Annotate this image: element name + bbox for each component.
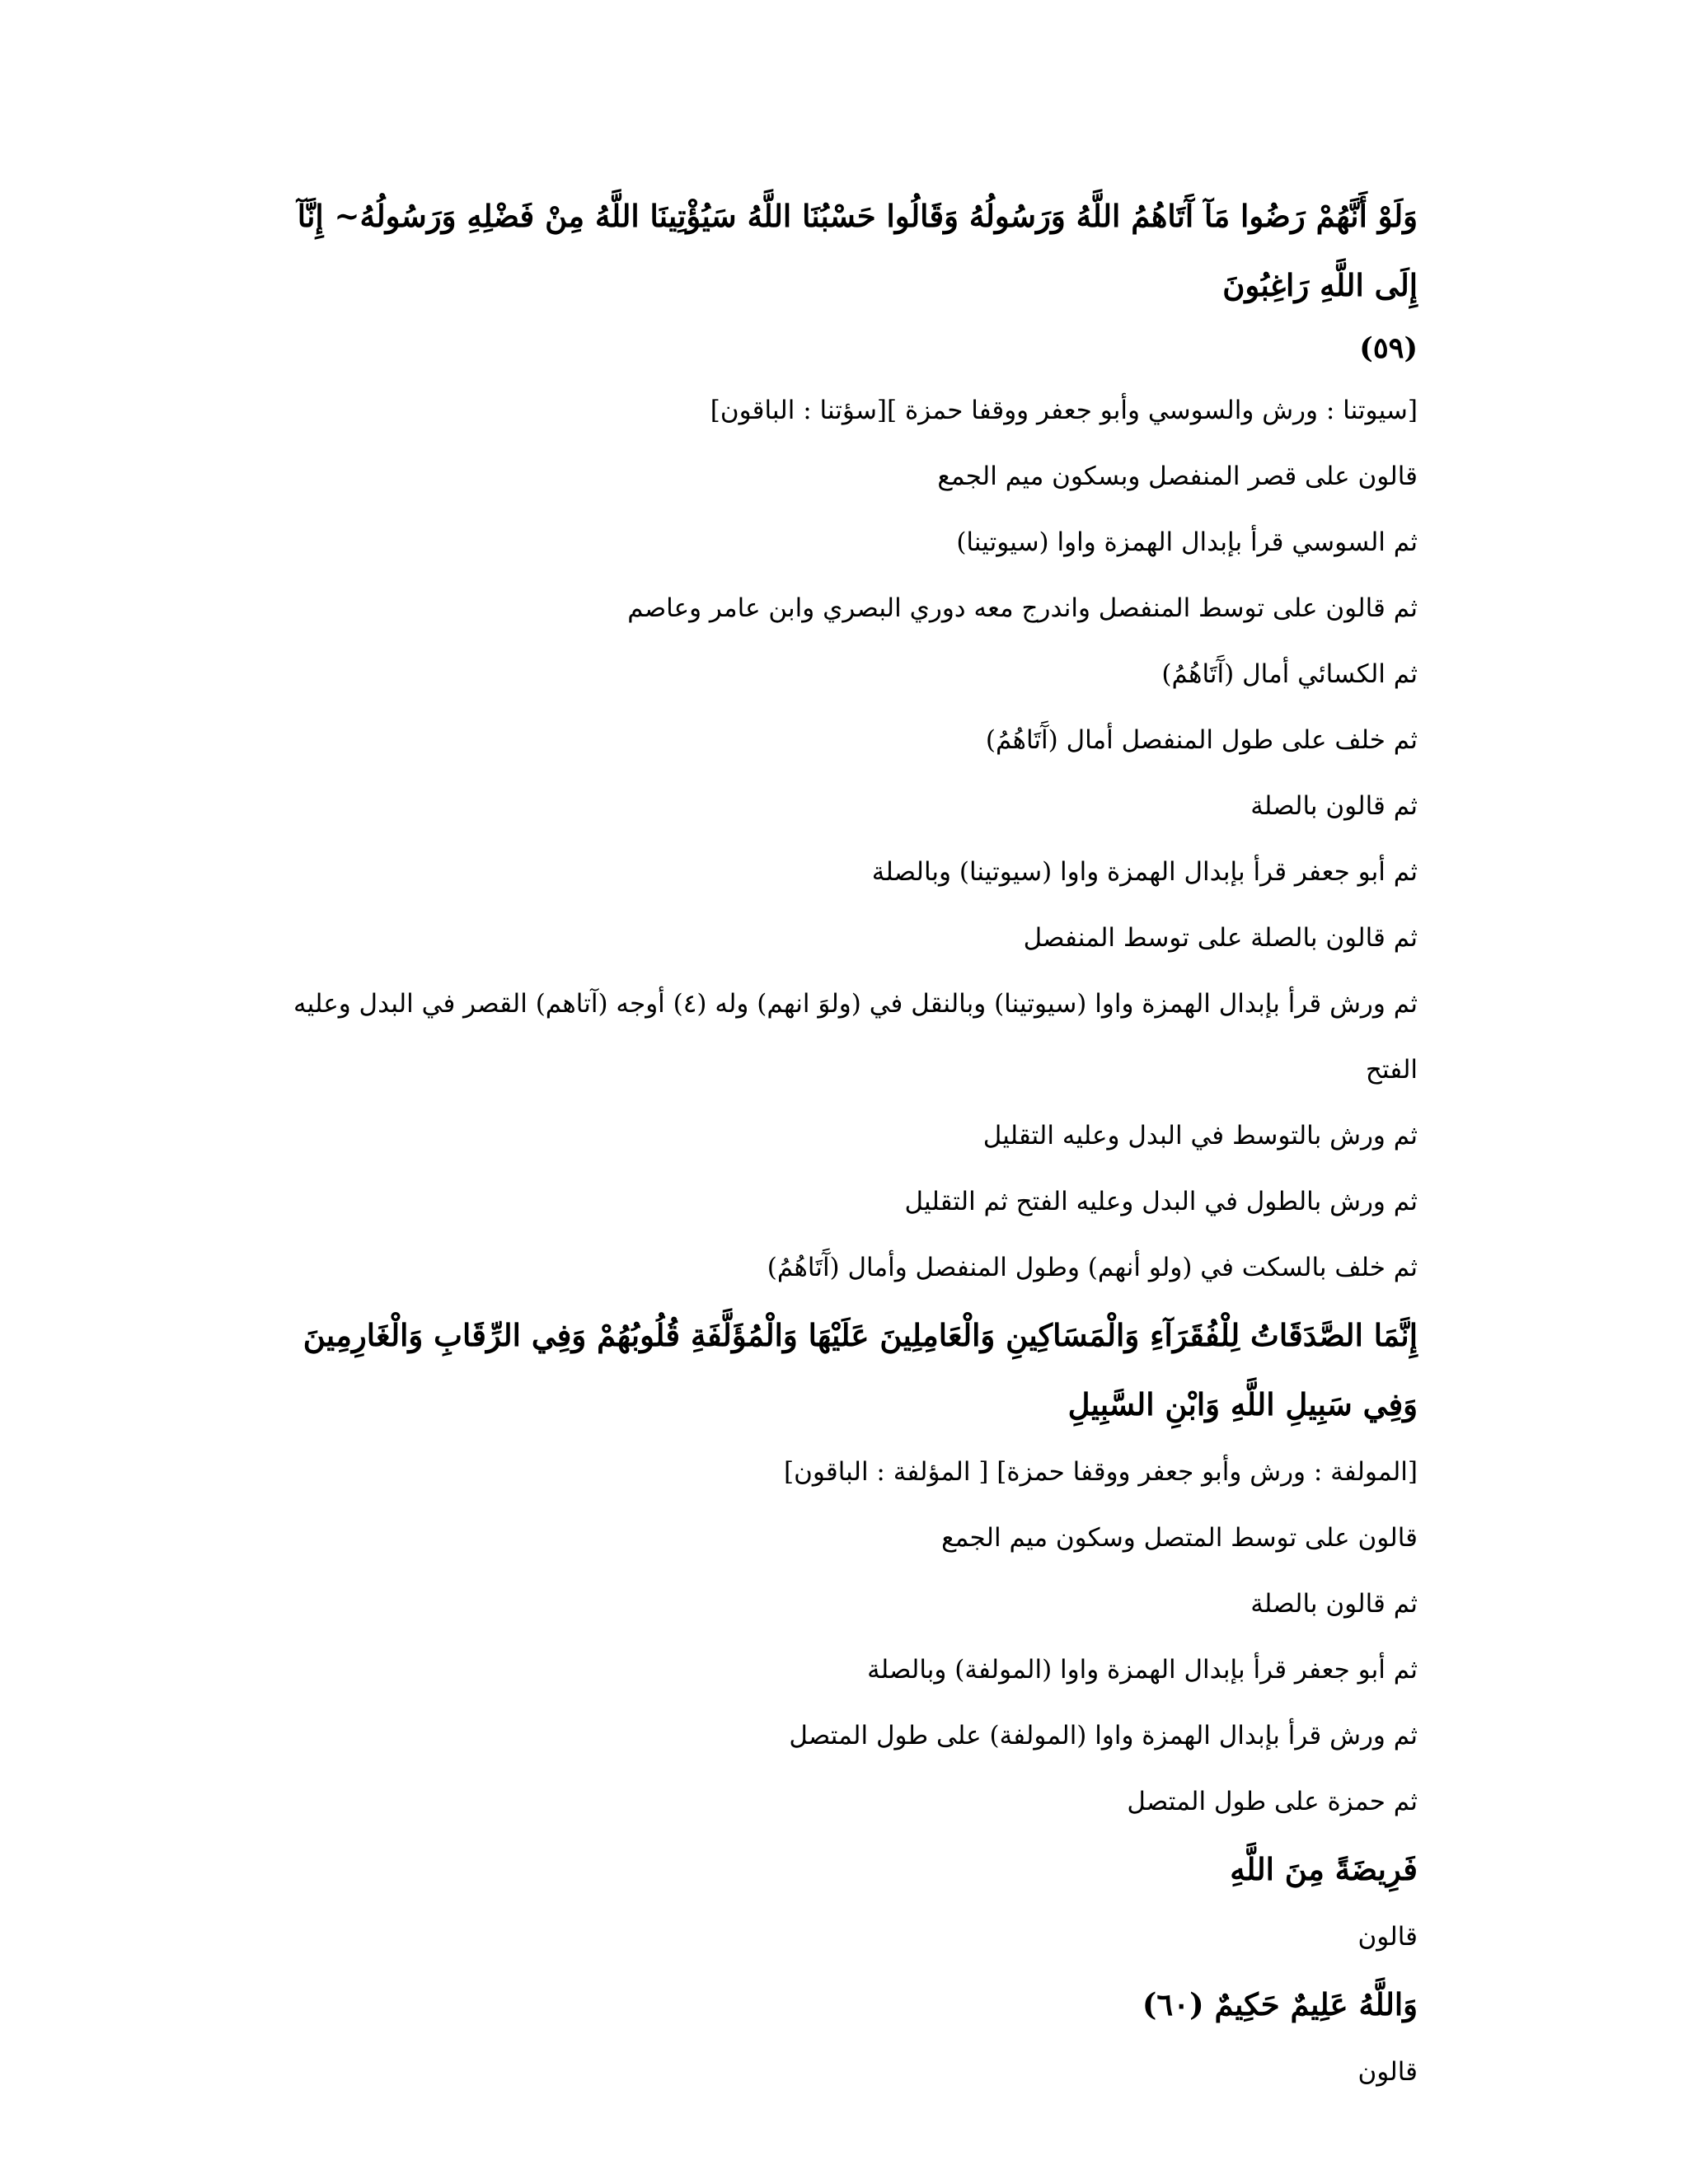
note-line: ثم قالون بالصلة bbox=[1250, 791, 1418, 821]
note-line: ثم السوسي قرأ بإبدال الهمزة واوا (سيوتينا) bbox=[956, 527, 1418, 557]
note-line: [سيوتنا : ورش والسوسي وأبو جعفر ووقفا حمزة ][سؤتنا : الباقون] bbox=[710, 396, 1418, 425]
note-line: ثم ورش قرأ بإبدال الهمزة واوا (سيوتينا) وبالنقل في (ولوَ انهم) وله (٤) أوجه (آتاهم) القصر في البدل وعليه الفتح bbox=[293, 989, 1418, 1085]
note-line: ثم أبو جعفر قرأ بإبدال الهمزة واوا (سيوتينا) وبالصلة bbox=[871, 857, 1418, 887]
verse-60b: فَرِيضَةً مِنَ اللَّهِ bbox=[1230, 1851, 1418, 1887]
note-line: ثم ورش بالطول في البدل وعليه الفتح ثم التقليل bbox=[904, 1187, 1418, 1216]
note-line: قالون على توسط المتصل وسكون ميم الجمع bbox=[941, 1523, 1418, 1553]
note-line: قالون على قصر المنفصل وبسكون ميم الجمع bbox=[937, 462, 1418, 491]
note-line: ثم أبو جعفر قرأ بإبدال الهمزة واوا (المولفة) وبالصلة bbox=[867, 1655, 1418, 1685]
verse-59 bbox=[264, 181, 1418, 320]
note-line: ثم قالون بالصلة على توسط المنفصل bbox=[1023, 923, 1418, 953]
verse-60c bbox=[264, 1970, 1418, 2039]
verse-59-number: (٥٩) bbox=[1359, 331, 1418, 365]
note-line: ثم قالون بالصلة bbox=[1250, 1589, 1418, 1619]
note-line: قالون bbox=[1357, 1922, 1418, 1952]
note-line: ثم ورش بالتوسط في البدل وعليه التقليل bbox=[982, 1121, 1418, 1151]
note-line: ثم حمزة على طول المتصل bbox=[1127, 1787, 1418, 1816]
note-line: ثم خلف بالسكت في (ولو أنهم) وطول المنفصل وأمال (آَتَاهُمُ) bbox=[767, 1253, 1418, 1282]
document-page bbox=[264, 181, 1418, 2105]
verse-60c-text: وَاللَّهُ عَلِيمٌ حَكِيمٌ bbox=[1214, 1986, 1418, 2022]
note-line: ثم خلف على طول المنفصل أمال (آَتَاهُمُ) bbox=[985, 725, 1418, 755]
note-line: [المولفة : ورش وأبو جعفر ووقفا حمزة] [ المؤلفة : الباقون] bbox=[784, 1457, 1418, 1487]
note-line: ثم ورش قرأ بإبدال الهمزة واوا (المولفة) على طول المتصل bbox=[789, 1721, 1418, 1750]
note-line: قالون bbox=[1357, 2057, 1418, 2087]
verse-60c-number: (٦٠) bbox=[1142, 1986, 1204, 2022]
verse-59-text: وَلَوْ أَنَّهُمْ رَضُوا مَآ آَتَاهُمُ اللَّهُ وَرَسُولُهُ وَقَالُوا حَسْبُنَا اللَّهُ سَيُؤْتِينَا اللَّهُ مِنْ فَضْلِهِ وَرَسُولُهُ~ إِنَّآ إِلَى اللَّهِ رَاغِبُونَ bbox=[297, 198, 1418, 303]
note-line: ثم الكسائي أمال (آَتَاهُمُ) bbox=[1161, 659, 1418, 689]
note-line: ثم قالون على توسط المنفصل واندرج معه دوري البصري وابن عامر وعاصم bbox=[627, 593, 1418, 623]
verse-60a: إِنَّمَا الصَّدَقَاتُ لِلْفُقَرَآءِ وَالْمَسَاكِينِ وَالْعَامِلِينَ عَلَيْهَا وَالْمُؤَلَّفَةِ قُلُوبُهُمْ وَفِي الرِّقَابِ وَالْغَارِمِينَ وَفِي سَبِيلِ اللَّهِ وَابْنِ السَّبِيلِ bbox=[302, 1317, 1418, 1422]
